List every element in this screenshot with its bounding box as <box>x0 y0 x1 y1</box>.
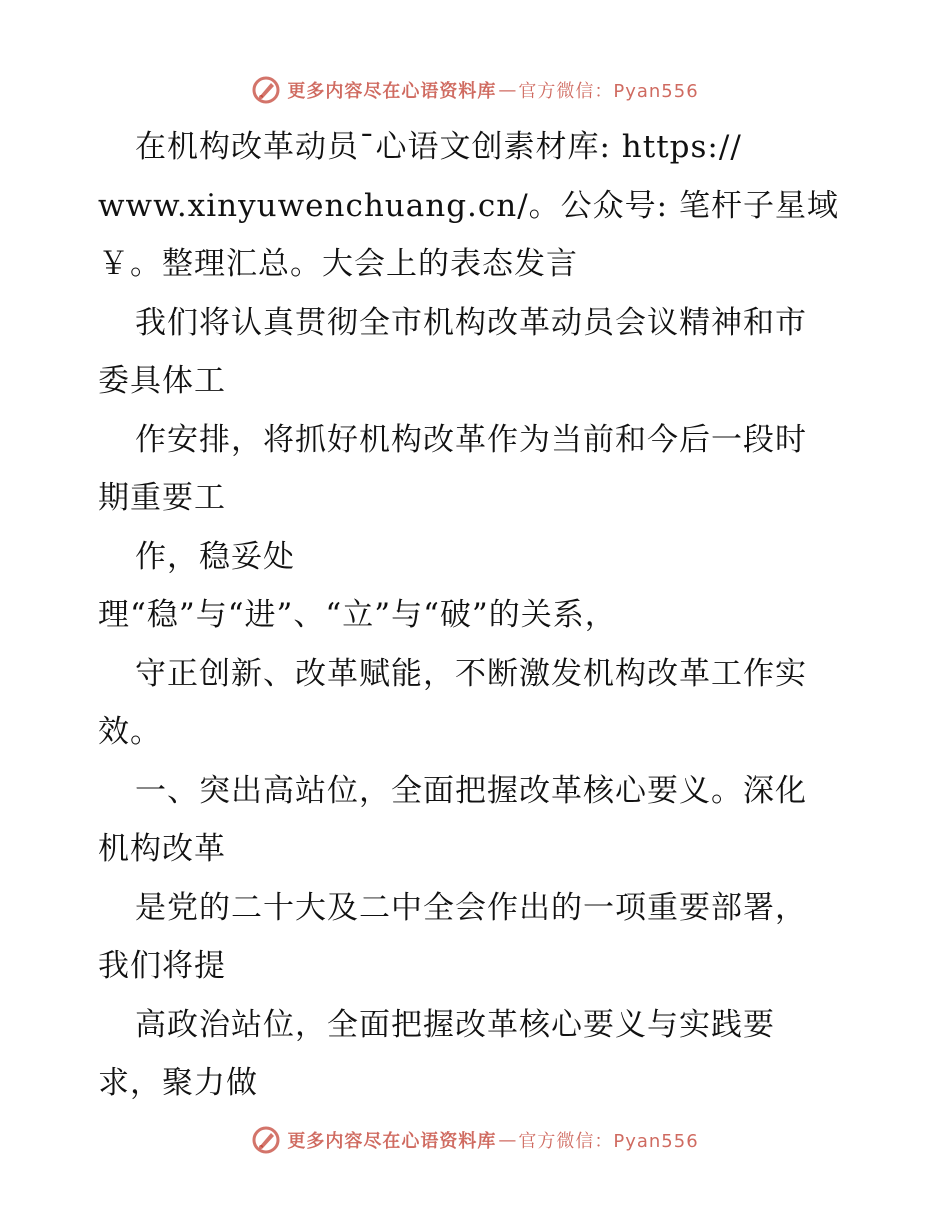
banner-brand: 更多内容尽在心语资料库 <box>287 81 497 102</box>
document-body <box>98 118 858 1113</box>
text-line: ￥。整理汇总。大会上的表态发言 <box>98 246 578 282</box>
banner-contact: 官方微信：Pyan556 <box>518 81 699 102</box>
banner-dash: — <box>498 79 517 101</box>
footer-banner <box>0 1120 950 1160</box>
text-line: 高政治站位，全面把握改革核心要义与实践要 <box>135 1006 775 1043</box>
banner-contact: 官方微信：Pyan556 <box>518 1131 699 1152</box>
text-line: 作安排，将抓好机构改革作为当前和今后一段时 <box>135 421 807 458</box>
text-line: www.xinyuwenchuang.cn/。公众号: 笔杆子星域 <box>98 187 839 224</box>
text-line: 在机构改革动员¯心语文创素材库: https:// <box>135 129 742 165</box>
text-line: 守正创新、改革赋能，不断激发机构改革工作实 <box>135 655 807 692</box>
text-line: 我们将提 <box>98 948 226 984</box>
text-line: 机构改革 <box>98 831 226 867</box>
text-line: 理“稳”与“进”、“立”与“破”的关系， <box>98 597 617 633</box>
pen-logo-icon <box>251 1125 281 1155</box>
text-line: 是党的二十大及二中全会作出的一项重要部署， <box>135 889 807 926</box>
text-line: 作，稳妥处 <box>135 538 295 575</box>
text-line: 我们将认真贯彻全市机构改革动员会议精神和市 <box>135 304 807 341</box>
banner-dash: — <box>498 1129 517 1151</box>
pen-logo-icon <box>251 75 281 105</box>
text-line: 期重要工 <box>98 480 226 516</box>
text-line: 效。 <box>98 714 162 750</box>
text-line: 委具体工 <box>98 363 226 399</box>
text-line: 求，聚力做 <box>98 1065 258 1101</box>
text-line: 一、突出高站位，全面把握改革核心要义。深化 <box>135 772 807 809</box>
banner-brand: 更多内容尽在心语资料库 <box>287 1131 497 1152</box>
header-banner <box>0 70 950 110</box>
